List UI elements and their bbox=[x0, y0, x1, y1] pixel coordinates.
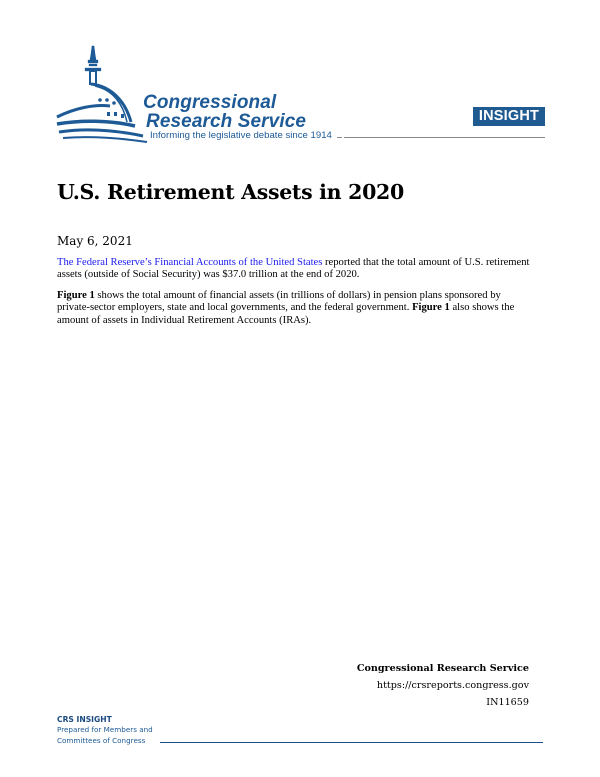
page-title: U.S. Retirement Assets in 2020 bbox=[57, 180, 404, 204]
footer-info bbox=[357, 660, 529, 711]
brand-line-2: Research Service bbox=[146, 111, 307, 132]
report-id: IN11659 bbox=[486, 697, 529, 708]
insight-badge: INSIGHT bbox=[473, 107, 545, 126]
figure-reference: Figure 1 bbox=[412, 302, 450, 314]
crs-wordmark bbox=[143, 93, 306, 131]
paragraph-figure-text-1: shows the total amount of financial assets (in trillions of dollars) in pension plans sponsored by private-sector employers, state and local governments, and the federal government. bbox=[57, 290, 501, 314]
prepared-line-2: Committees of Congress bbox=[57, 735, 146, 745]
footer-url[interactable]: https://crsreports.congress.gov bbox=[376, 680, 529, 691]
crs-insight-footer bbox=[57, 715, 153, 746]
paragraph-intro-text: reported that the total amount of U.S. retirement assets (outside of Social Security) was $37.0 trillion at the end of 2020. bbox=[57, 257, 530, 281]
header-divider bbox=[344, 137, 545, 138]
figure-reference: Figure 1 bbox=[57, 290, 95, 301]
tagline: Informing the legislative debate since 1914 bbox=[150, 130, 332, 141]
brand-line-1: Congressional bbox=[143, 92, 277, 113]
paragraph-figure-text-2: also shows the amount of assets in Individual Retirement Accounts (IRAs). bbox=[57, 302, 515, 326]
prepared-line-1: Prepared for Members and bbox=[57, 725, 153, 734]
paragraph-intro bbox=[57, 257, 532, 282]
federal-reserve-link[interactable]: The Federal Reserve’s Financial Accounts of the United States bbox=[57, 257, 323, 268]
crs-insight-label: CRS INSIGHT bbox=[57, 715, 112, 724]
publication-date: May 6, 2021 bbox=[57, 234, 133, 248]
paragraph-figure bbox=[57, 290, 532, 327]
footer-org: Congressional Research Service bbox=[356, 663, 529, 674]
footer-divider bbox=[160, 742, 543, 743]
capitol-dome-icon bbox=[55, 42, 150, 147]
header-divider-short bbox=[337, 137, 342, 138]
